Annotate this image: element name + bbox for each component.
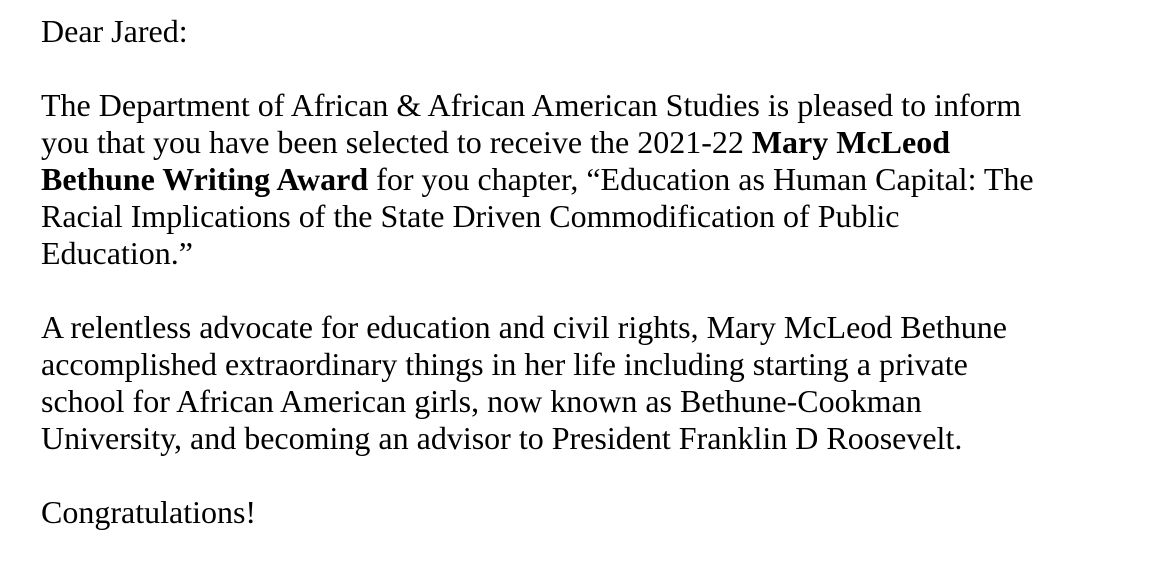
award-paragraph-line-1: The Department of African & African American Studies is pleased to inform bbox=[41, 87, 1022, 123]
closing: Congratulations! bbox=[41, 494, 257, 530]
award-paragraph-line-4: Racial Implications of the State Driven Commodification of Public bbox=[41, 198, 900, 234]
paragraph-gap bbox=[41, 457, 1151, 494]
award-name-part-1: Mary McLeod bbox=[751, 124, 950, 160]
award-paragraph-line-2 bbox=[41, 124, 1151, 161]
award-letter bbox=[41, 13, 1151, 531]
award-paragraph-line-3-text: for you chapter, “Education as Human Capital: The bbox=[368, 161, 1034, 197]
bethune-paragraph-line-4: University, and becoming an advisor to President Franklin D Roosevelt. bbox=[41, 420, 963, 456]
award-paragraph-line-3 bbox=[41, 161, 1151, 198]
salutation: Dear Jared: bbox=[41, 13, 188, 49]
bethune-paragraph-line-1: A relentless advocate for education and civil rights, Mary McLeod Bethune bbox=[41, 309, 1007, 345]
bethune-paragraph bbox=[41, 309, 1151, 457]
bethune-paragraph-line-2: accomplished extraordinary things in her life including starting a private bbox=[41, 346, 968, 382]
award-paragraph-line-2-text: you that you have been selected to receive the 2021-22 bbox=[41, 124, 752, 160]
award-paragraph-line-5: Education.” bbox=[41, 235, 193, 271]
award-name-part-2: Bethune Writing Award bbox=[41, 161, 369, 197]
bethune-paragraph-line-3: school for African American girls, now known as Bethune-Cookman bbox=[41, 383, 922, 419]
paragraph-gap bbox=[41, 272, 1151, 309]
paragraph-gap bbox=[41, 50, 1151, 87]
award-paragraph bbox=[41, 87, 1151, 272]
